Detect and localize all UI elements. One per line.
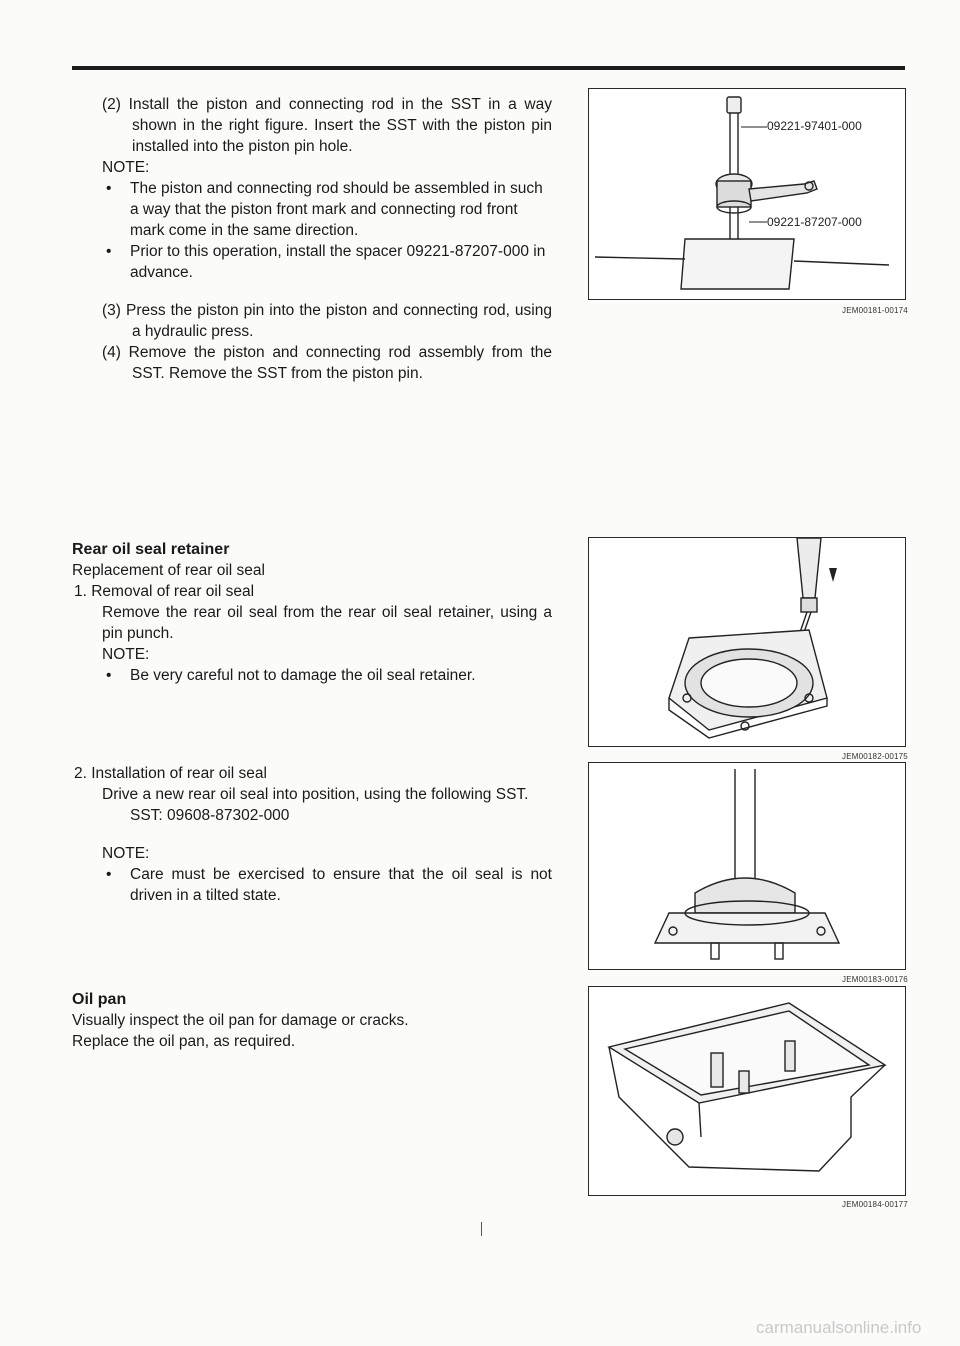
note-label: NOTE: (102, 159, 150, 176)
subheading-replacement: Replacement of rear oil seal (72, 562, 265, 579)
rear-oil-seal-section (72, 539, 552, 686)
note-bullet-tilt: • Care must be exercised to ensure that the oil seal is not driven in a tilted state. (72, 864, 552, 906)
install-oil-seal-section (72, 763, 552, 906)
figure-oil-seal-removal (588, 537, 906, 747)
note-bullet-seal: • Be very careful not to damage the oil seal retainer. (72, 665, 552, 686)
figure-piston-press (588, 88, 906, 300)
step-2-body: Drive a new rear oil seal into position, using the following SST. (102, 786, 529, 803)
figure-1-caption: JEM00181-00174 (842, 306, 908, 315)
step-1-body: Remove the rear oil seal from the rear oil seal retainer, using a pin punch. (102, 604, 552, 642)
figure-oil-seal-installation (588, 762, 906, 970)
step-1-title: 1. Removal of rear oil seal (74, 583, 255, 600)
figure-4-caption: JEM00184-00177 (842, 1200, 908, 1209)
section-heading-oil-pan: Oil pan (72, 991, 127, 1008)
step-2-text: (2) Install the piston and connecting rod in the SST in a way shown in the right figure. Insert the SST with the piston pin installed into the piston pin hole. (102, 96, 552, 155)
note-label-3: NOTE: (102, 845, 150, 862)
note-label-2: NOTE: (102, 646, 150, 663)
sst-number: SST: 09608-87302-000 (130, 807, 290, 824)
watermark: carmanualsonline.info (756, 1318, 922, 1337)
callout-sst-spacer: 09221-87207-000 (767, 215, 862, 229)
oil-pan-line-1: Visually inspect the oil pan for damage or cracks. (72, 1012, 409, 1029)
step-3-text: (3) Press the piston pin into the piston and connecting rod, using a hydraulic press. (102, 302, 552, 340)
note-bullet-1: • The piston and connecting rod should be assembled in such a way that the piston front mark and connecting rod front mark come in the same direction. (72, 178, 552, 241)
oil-pan-line-2: Replace the oil pan, as required. (72, 1033, 296, 1050)
figure-oil-pan (588, 986, 906, 1196)
oil-seal-removal-illustration (589, 538, 905, 746)
figure-3-caption: JEM00183-00176 (842, 975, 908, 984)
step-4-text: (4) Remove the piston and connecting rod assembly from the SST. Remove the SST from the piston pin. (102, 344, 552, 382)
oil-pan-section (72, 989, 552, 1052)
oil-pan-illustration (589, 987, 905, 1195)
figure-2-caption: JEM00182-00175 (842, 752, 908, 761)
top-rule (72, 66, 905, 70)
piston-install-section (72, 94, 552, 384)
note-bullet-2: • Prior to this operation, install the spacer 09221-87207-000 in advance. (72, 241, 552, 283)
callout-sst-top: 09221-97401-000 (767, 119, 862, 133)
step-2-title: 2. Installation of rear oil seal (74, 765, 267, 782)
oil-seal-installation-illustration (589, 763, 905, 969)
page-marker (481, 1222, 482, 1236)
section-heading-rear-oil-seal: Rear oil seal retainer (72, 541, 230, 558)
